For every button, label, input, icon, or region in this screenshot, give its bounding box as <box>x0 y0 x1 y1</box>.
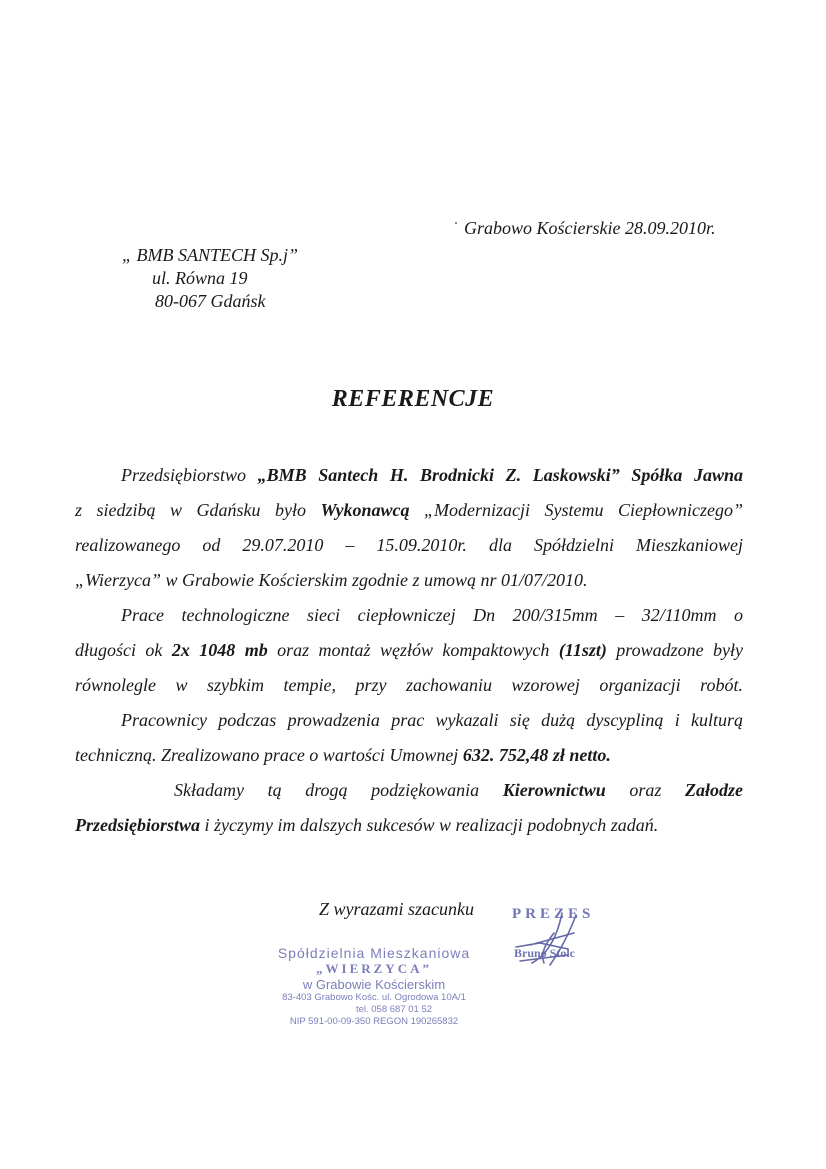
text-span: długości ok <box>75 640 172 660</box>
text-span: techniczną. Zrealizowano prace o wartości Umownej <box>75 745 463 765</box>
paragraph-line <box>75 458 743 493</box>
recipient-street: ul. Równa 19 <box>152 268 248 288</box>
bold-term: Załodze <box>685 780 744 800</box>
paragraph-line: realizowanego od 29.07.2010 – 15.09.2010r. dla Spółdzielni Mieszkaniowej <box>75 535 743 555</box>
president-name: Bruno Stolc <box>514 946 576 960</box>
cooperative-stamp <box>268 945 480 1028</box>
bold-term: 2x 1048 mb <box>171 640 268 660</box>
document-title: REFERENCJE <box>331 386 495 412</box>
bold-term: (11szt) <box>558 640 607 660</box>
bold-term: Wykonawcą <box>320 500 410 520</box>
paragraph-line: równolegle w szybkim tempie, przy zachowaniu wzorowej organizacji robót. <box>75 675 743 695</box>
letter-body <box>75 458 743 843</box>
paragraph-line: Prace technologiczne sieci ciepłowniczej Dn 200/315mm – 32/110mm o <box>121 605 743 625</box>
stamp-line: NIP 591-00-09-350 REGON 190265832 <box>289 1016 459 1027</box>
text-span: oraz montaż węzłów kompaktowych <box>267 640 559 660</box>
text-span: Składamy tą drogą podziękowania <box>174 780 503 800</box>
stamp-line: „WIERZYCA” <box>316 961 432 976</box>
paragraph-line <box>75 808 743 843</box>
text-span: „Modernizacji Systemu Ciepłowniczego” <box>409 500 743 520</box>
text-span: prowadzone były <box>606 640 743 660</box>
handwritten-signature <box>510 903 630 983</box>
paragraph-line <box>75 633 743 668</box>
text-span: oraz <box>605 780 686 800</box>
stamp-line: 83-403 Grabowo Kośc. ul. Ogrodowa 10A/1 <box>282 992 466 1003</box>
text-span: i życzymy im dalszych sukcesów w realizacji podobnych zadań. <box>200 815 659 835</box>
paragraph-line: „Wierzyca” w Grabowie Kościerskim zgodnie z umową nr 01/07/2010. <box>75 570 588 590</box>
president-stamp <box>510 903 630 983</box>
stamp-line: w Grabowie Kościerskim <box>302 977 446 992</box>
bold-term: Kierownictwu <box>502 780 606 800</box>
paragraph-4 <box>75 773 743 843</box>
date-line: Grabowo Kościerskie 28.09.2010r. <box>464 218 716 238</box>
text-span: Przedsiębiorstwo <box>121 465 258 485</box>
recipient-address <box>122 244 298 313</box>
text-span: z siedzibą w Gdańsku było <box>75 500 321 520</box>
recipient-company: „ BMB SANTECH Sp.j” <box>122 245 299 265</box>
contractor-name: „BMB Santech H. Brodnicki Z. Laskowski” Spółka Jawna <box>257 465 743 485</box>
paragraph-2 <box>75 598 743 703</box>
recipient-city: 80-067 Gdańsk <box>155 291 266 311</box>
scan-mark <box>455 222 457 224</box>
president-title: PREZES <box>512 906 595 922</box>
bold-term: Przedsiębiorstwa <box>75 815 201 835</box>
closing-phrase: Z wyrazami szacunku <box>319 899 475 919</box>
contract-value: 632. 752,48 zł netto. <box>462 745 611 765</box>
paragraph-line <box>75 493 743 528</box>
paragraph-3 <box>75 703 743 773</box>
stamp-line: tel. 058 687 01 52 <box>355 1004 433 1015</box>
paragraph-line <box>75 738 743 773</box>
paragraph-1 <box>75 458 743 598</box>
paragraph-line <box>75 773 743 808</box>
paragraph-line: Pracownicy podczas prowadzenia prac wykazali się dużą dyscypliną i kulturą <box>121 710 743 730</box>
stamp-line: Spółdzielnia Mieszkaniowa <box>277 945 471 961</box>
